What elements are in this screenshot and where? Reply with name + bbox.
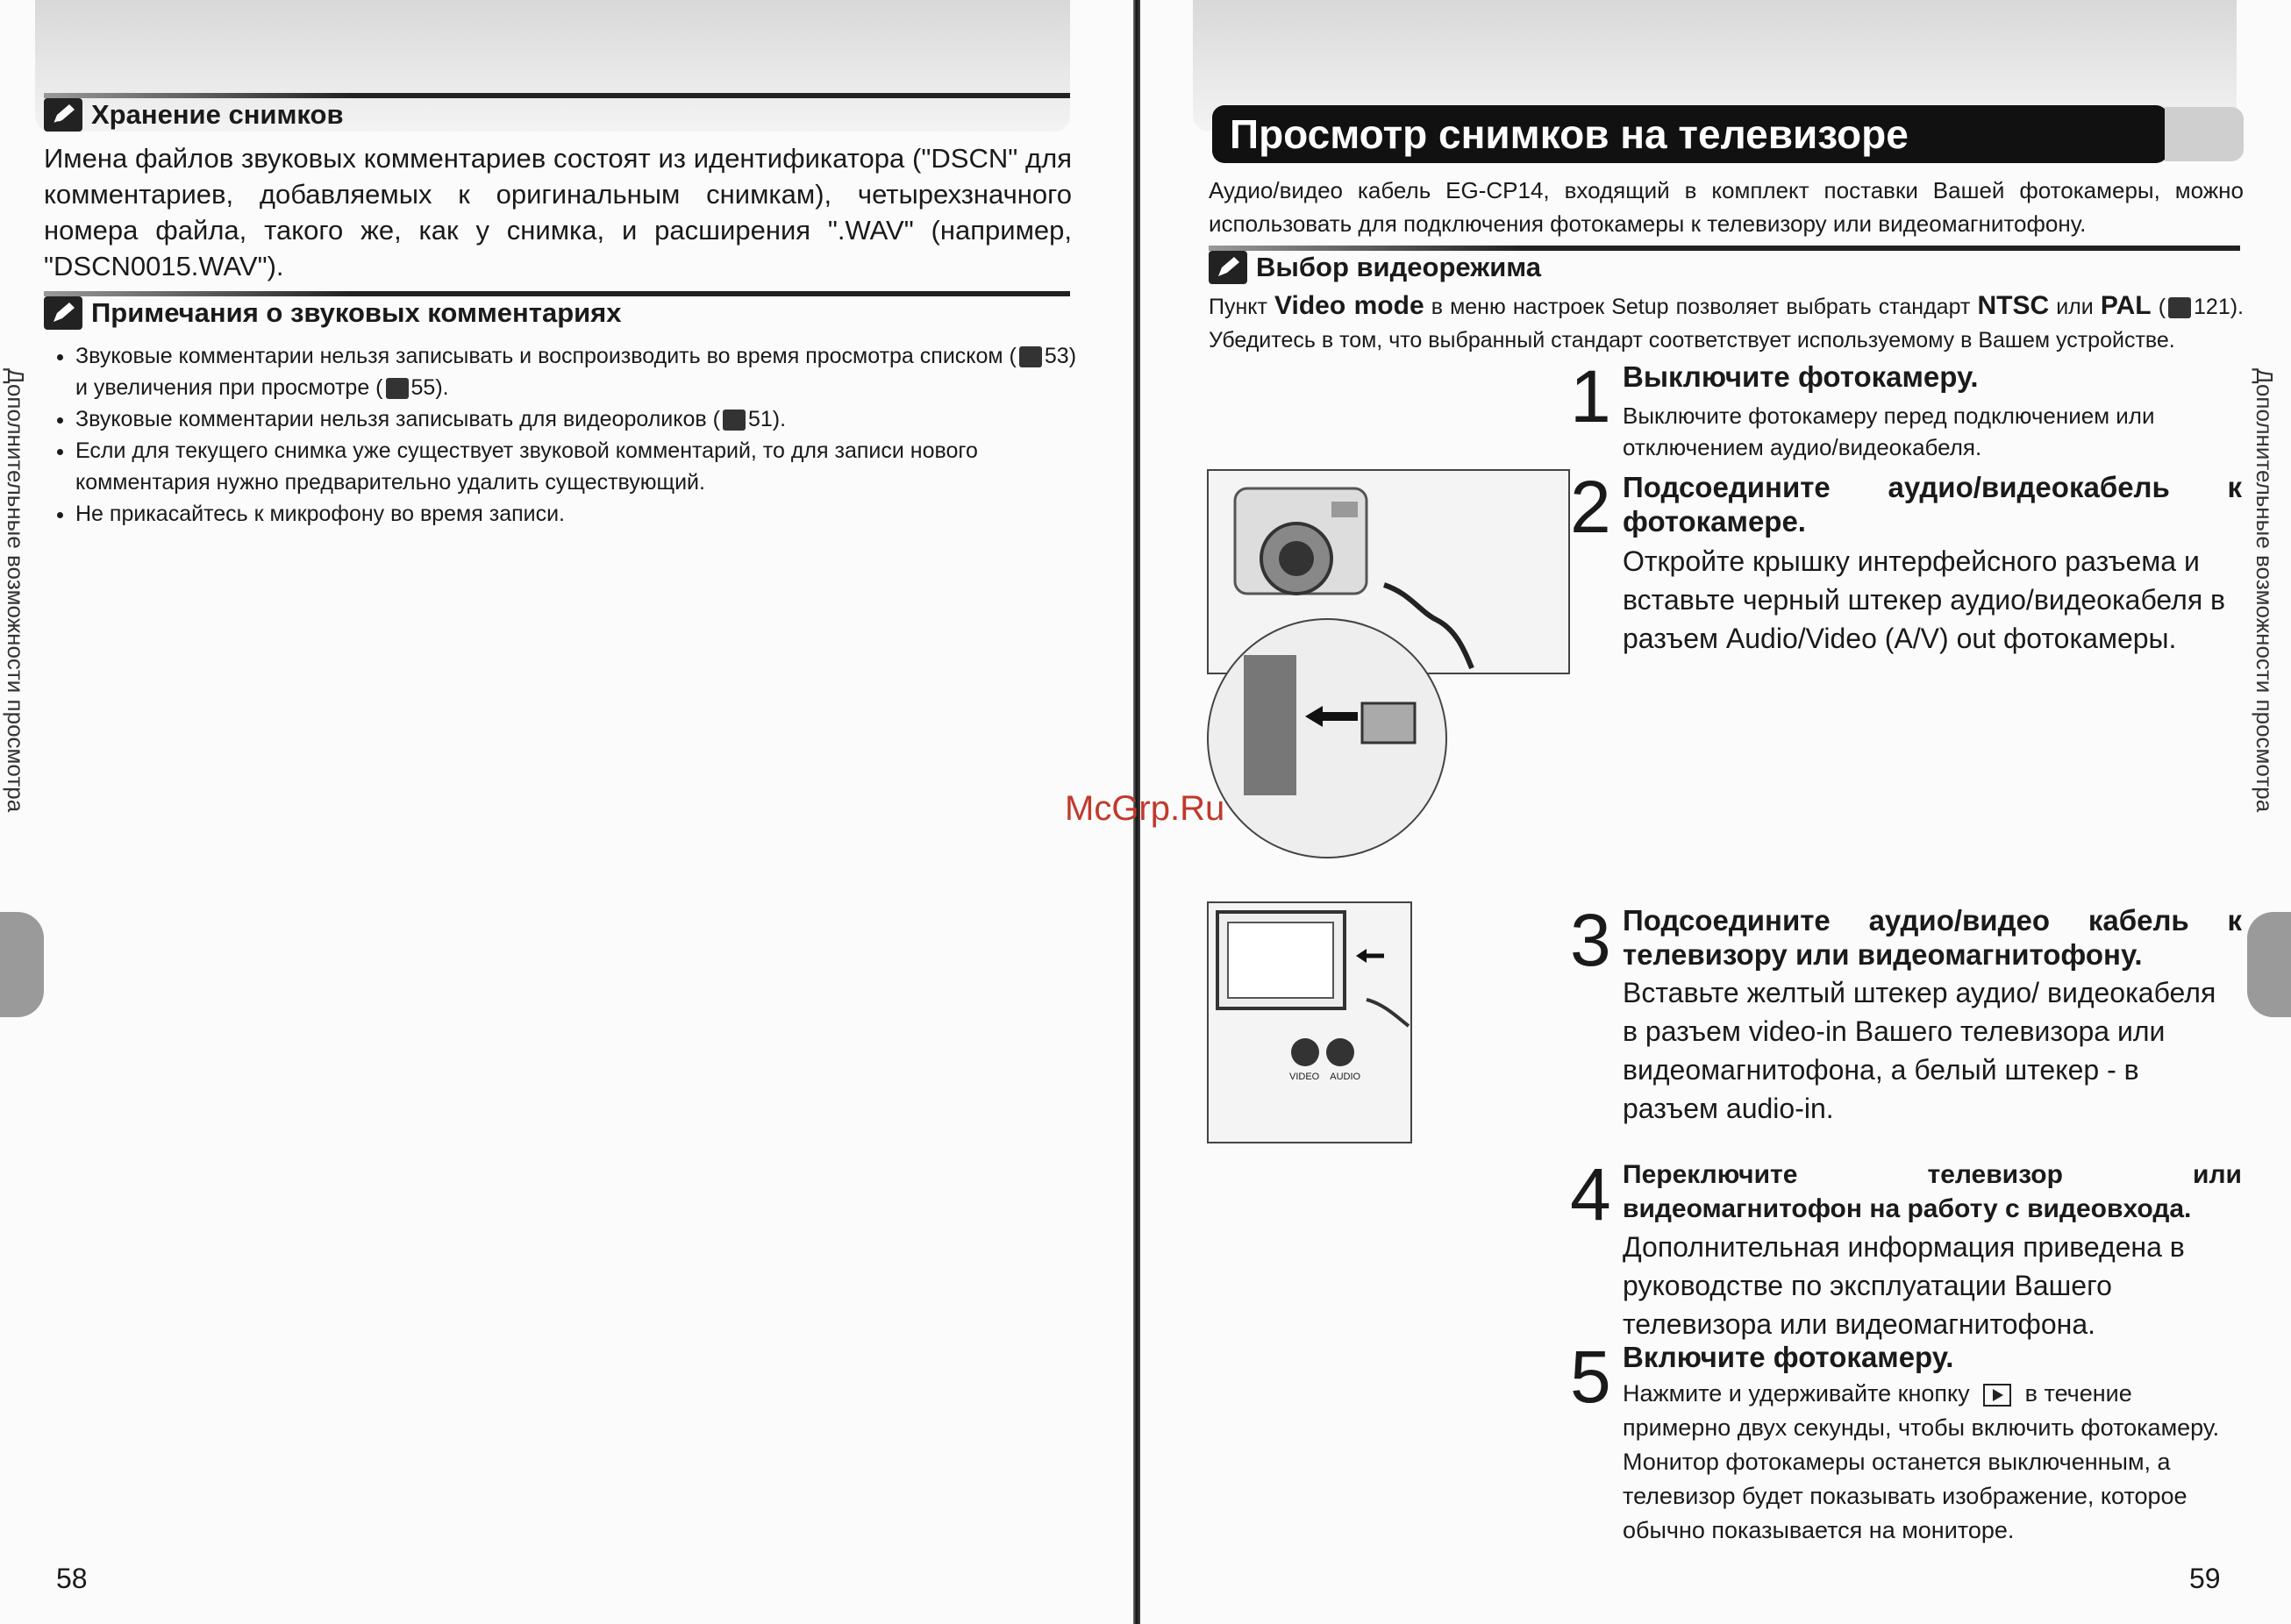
- page-reference-icon: [386, 378, 409, 399]
- pencil-note-icon: [44, 98, 82, 132]
- page-number: 58: [56, 1563, 88, 1594]
- section-title: Хранение снимков: [91, 99, 344, 130]
- playback-button-icon: [1983, 1384, 2011, 1407]
- list-item: • Звуковые комментарии нельзя записывать для видеороликов ( 51).: [75, 403, 1093, 435]
- right-page: Просмотр снимков на телевизоре Аудио/видео кабель EG-CP14, входящий в комплект поставки Вашей фотокамеры, можно использовать для подключения фотокамеры к телевизору или видеомагнитофону. Выбор видеорежима Пункт Video mode в меню настроек Setup позволяет выбрать стандарт NTSC или PAL ( 121). Убедитесь в том, что выбранный стандарт соответствует используемому в Вашем устройстве. VIDEO AUDIO 1 Выключите фотокамеру. Выключите фотокамеру перед подключением или отключением аудио/видеокабеля. 2 Подсоедините аудио/видеокабель к фотокамере. Откройте крышку интерфейсного разъема и вставьте черный штекер аудио/видеокабеля в разъем Audio/Video (A/V) out фотокамеры. 3 Подсоедините аудио/видео кабель к телевизору или видеомагнитофону. Вставьте желтый штекер аудио/ видеокабеля в разъем video-in Вашего телевизора или видеомагнитофона, а белый штекер - в разъем audio-in. 4 Переключите телевизор или видеомагнитофон на работу с видеовхода. Дополнительная информация приведена в руководстве по эксплуатации Вашего телевизора или видеомагнитофона. 5 Включите фотокамеру. Нажмите и удерживайте кнопку в течение примерно двух секунды, чтобы включить фотокамеру. Монитор фотокамеры останется выключенным, а телевизор будет показывать изображение, которое обычно показывается на мониторе. Дополнительные возможности просмотра 59: [1140, 0, 2291, 1624]
- audio-jack-label: AUDIO: [1330, 1072, 1361, 1082]
- title-tab: [2165, 107, 2244, 161]
- list-item: • Если для текущего снимка уже существует звуковой комментарий, то для записи нового комментария нужно предварительно удалить существующий.: [75, 435, 1093, 498]
- page-reference-icon: [1019, 346, 1042, 367]
- video-mode-heading: [1209, 251, 2240, 284]
- page-reference-icon: [2168, 297, 2191, 318]
- list-item: • Не прикасайтесь к микрофону во время записи.: [75, 498, 1093, 530]
- pencil-note-icon: [44, 296, 82, 330]
- left-page: [0, 0, 1136, 1624]
- page-reference-icon: [723, 410, 746, 431]
- video-jack-label: VIDEO: [1289, 1072, 1320, 1082]
- side-tab: [0, 912, 44, 1017]
- watermark: McGrp.Ru: [1065, 789, 1225, 828]
- section-title: Примечания о звуковых комментариях: [91, 297, 622, 328]
- section-title: Выбор видеорежима: [1256, 252, 1542, 282]
- intro-paragraph: Аудио/видео кабель EG-CP14, входящий в комплект поставки Вашей фотокамеры, можно использовать для подключения фотокамеры к телевизору или видеомагнитофону.: [1209, 177, 2244, 237]
- storage-paragraph: Имена файлов звуковых комментариев состоят из идентификатора ("DSCN" для комментариев, добавляемых к оригинальным снимкам), четырехзначного номера файла, такого же, как у снимка, и расширения ".WAV" (например, "DSCN0015.WAV").: [44, 143, 1072, 281]
- page-number: 59: [2189, 1563, 2221, 1594]
- audio-notes-list: [51, 340, 1093, 530]
- side-tab: [2247, 912, 2291, 1017]
- connector-closeup: [1207, 618, 1447, 858]
- side-label: Дополнительные возможности просмотра: [2252, 368, 2278, 813]
- page-title: Просмотр снимков на телевизоре: [1212, 105, 2168, 163]
- video-mode-paragraph: Пункт Video mode в меню настроек Setup позволяет выбрать стандарт NTSC или PAL ( 121). Убедитесь в том, что выбранный стандарт соответствует используемому в Вашем устройстве.: [1209, 291, 2245, 353]
- side-label: Дополнительные возможности просмотра: [3, 368, 29, 813]
- tv-illustration: [1207, 901, 1412, 1143]
- audio-notes-heading: [44, 296, 1070, 330]
- list-item: • Звуковые комментарии нельзя записывать и воспроизводить во время просмотра списком ( 53) и увеличения при просмотре ( 55).: [75, 340, 1093, 403]
- storage-section-heading: [44, 98, 1070, 132]
- pencil-note-icon: [1209, 251, 1247, 284]
